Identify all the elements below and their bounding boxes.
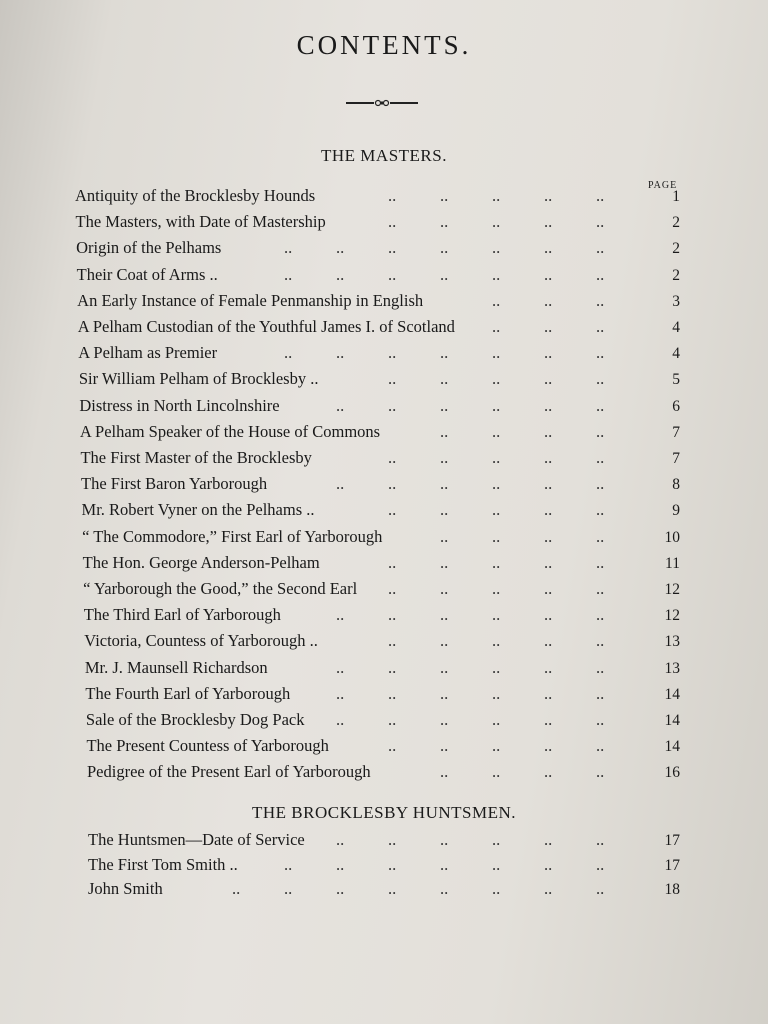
- toc-entry-label: The Masters, with Date of Mastership: [75, 212, 326, 232]
- toc-entry-page-number: 9: [672, 502, 680, 520]
- toc-entry: [86, 736, 680, 760]
- toc-entry-label: An Early Instance of Female Penmanship in English: [77, 290, 424, 310]
- toc-entry-page-number: 12: [664, 607, 680, 625]
- toc-entry-page-number: 1: [672, 188, 680, 205]
- leader-dots: .. .. .. .. .. ..: [336, 474, 605, 494]
- toc-entry: [78, 343, 680, 367]
- toc-entry-page-number: 17: [664, 856, 680, 874]
- leader-dots: .. .. .. .. .. ..: [336, 830, 605, 849]
- leader-dots: .. .. .. .. .. .. ..: [284, 854, 605, 874]
- leader-dots: .. .. .. .. ..: [387, 500, 605, 520]
- toc-entry: [81, 474, 680, 498]
- toc-entry-label: Victoria, Countess of Yarborough ..: [84, 631, 318, 651]
- section-title-huntsmen: THE BROCKLESBY HUNTSMEN.: [251, 803, 517, 822]
- toc-entry: [88, 879, 680, 903]
- toc-entry-label: A Pelham Custodian of the Youthful James I. of Scotland: [77, 317, 455, 336]
- toc-entry: [78, 317, 680, 341]
- leader-dots: .. .. ..: [491, 290, 605, 310]
- toc-entry-label: Sir William Pelham of Brocklesby ..: [78, 369, 319, 389]
- leader-dots: .. .. .. .. ..: [387, 448, 605, 467]
- toc-entry-label: A Pelham Speaker of the House of Commons: [79, 421, 381, 441]
- leader-dots: .. .. .. ..: [440, 762, 605, 782]
- toc-entry: [88, 830, 680, 854]
- toc-entry: [75, 186, 680, 210]
- toc-entry-label: The First Baron Yarborough: [81, 474, 268, 494]
- section-title-masters: THE MASTERS.: [321, 146, 447, 165]
- toc-entry-label: A Pelham as Premier: [78, 343, 218, 363]
- leader-dots: .. .. .. .. ..: [387, 736, 605, 756]
- toc-entry: [82, 527, 680, 551]
- page-column-label: PAGE: [648, 180, 678, 191]
- leader-dots: .. .. .. .. ..: [387, 552, 605, 572]
- toc-entry-label: The Third Earl of Yarborough: [83, 605, 281, 625]
- toc-entry-page-number: 2: [672, 240, 680, 258]
- toc-entry-label: Mr. Robert Vyner on the Pelhams ..: [81, 500, 315, 520]
- leader-dots: .. .. .. .. .. ..: [335, 657, 605, 677]
- toc-entry-label: The Fourth Earl of Yarborough: [85, 683, 291, 703]
- toc-entry: [84, 631, 680, 655]
- toc-entry-label: Origin of the Pelhams: [76, 238, 222, 258]
- leader-dots: .. .. .. .. .. .. ..: [283, 238, 605, 258]
- page-title: CONTENTS.: [296, 30, 472, 60]
- leader-dots: .. .. ..: [491, 317, 605, 336]
- toc-entry-label: “ Yarborough the Good,” the Second Earl: [83, 579, 358, 598]
- leader-dots: .. .. .. .. .. ..: [335, 395, 605, 415]
- toc-entry-label: The Hon. George Anderson-Pelham: [82, 552, 320, 572]
- toc-entry: [83, 553, 680, 577]
- toc-entry-page-number: 12: [664, 581, 680, 598]
- leader-dots: .. .. .. .. ..: [387, 369, 605, 389]
- toc-entry: [79, 369, 680, 393]
- toc-entry-page-number: 14: [664, 685, 680, 703]
- toc-entry-page-number: 5: [672, 371, 680, 389]
- toc-entry-page-number: 14: [664, 712, 680, 729]
- toc-entry: [83, 579, 680, 603]
- toc-entry-label: Antiquity of the Brocklesby Hounds: [75, 186, 316, 205]
- toc-entry-page-number: 11: [665, 554, 680, 572]
- toc-entry-label: The Huntsmen—Date of Service: [88, 830, 305, 849]
- leader-dots: .. .. .. .. ..: [387, 212, 605, 232]
- toc-entry-label: Sale of the Brocklesby Dog Pack: [85, 710, 305, 729]
- toc-entry-label: The First Tom Smith ..: [88, 854, 238, 874]
- toc-entry-page-number: 17: [664, 832, 680, 849]
- toc-entry-label: The Present Countess of Yarborough: [86, 736, 329, 756]
- toc-entry: [77, 265, 680, 289]
- toc-entry: [80, 422, 680, 446]
- toc-entry: [76, 212, 680, 236]
- toc-entry-label: John Smith: [88, 879, 163, 898]
- toc-entry-page-number: 3: [672, 292, 680, 310]
- leader-dots: .. .. .. .. ..: [387, 579, 605, 598]
- leader-dots: .. .. .. .. .. ..: [335, 683, 605, 703]
- leader-dots: .. .. .. .. .. .. .. ..: [232, 879, 605, 898]
- toc-entry-label: Pedigree of the Present Earl of Yarborough: [87, 762, 371, 782]
- toc-entry: [87, 762, 680, 786]
- toc-entry: [85, 658, 680, 682]
- toc-entry-label: Mr. J. Maunsell Richardson: [84, 657, 268, 677]
- toc-entry-page-number: 7: [672, 450, 680, 467]
- toc-entry-label: The First Master of the Brocklesby: [80, 448, 312, 467]
- toc-entry-label: “ The Commodore,” First Earl of Yarborough: [82, 526, 383, 546]
- toc-entry: [84, 605, 680, 629]
- leader-dots: .. .. .. ..: [439, 526, 605, 546]
- toc-entry-page-number: 16: [664, 764, 680, 782]
- toc-entry: [88, 855, 680, 879]
- toc-entry-page-number: 8: [672, 476, 680, 494]
- leader-dots: .. .. .. ..: [439, 421, 605, 441]
- toc-entry-page-number: 18: [664, 881, 680, 898]
- toc-entry-page-number: 13: [664, 633, 680, 651]
- leader-dots: .. .. .. .. .. .. ..: [283, 343, 605, 363]
- toc-entry: [86, 710, 680, 734]
- toc-entry-label: Distress in North Lincolnshire: [79, 395, 280, 415]
- toc-entry: [80, 448, 680, 472]
- leader-dots: .. .. .. .. .. ..: [335, 605, 605, 625]
- toc-entry: [77, 291, 680, 315]
- toc-entry-page-number: 2: [672, 266, 680, 284]
- toc-entry: [85, 684, 680, 708]
- leader-dots: .. .. .. .. .. .. ..: [283, 264, 605, 284]
- toc-entry-page-number: 6: [672, 397, 680, 415]
- leader-dots: .. .. .. .. .. ..: [335, 710, 605, 729]
- leader-dots: .. .. .. .. ..: [387, 631, 605, 651]
- toc-entry-page-number: 14: [664, 738, 680, 756]
- toc-entry-page-number: 7: [672, 423, 680, 441]
- toc-entry-page-number: 13: [664, 659, 680, 677]
- leader-dots: .. .. .. .. ..: [388, 186, 605, 205]
- toc-entry: [76, 238, 680, 262]
- toc-entry-page-number: 10: [664, 528, 680, 546]
- toc-entry-label: Their Coat of Arms ..: [76, 264, 218, 284]
- toc-entry: [79, 396, 680, 420]
- toc-entry: [82, 500, 680, 524]
- toc-entry-page-number: 4: [672, 345, 680, 363]
- ornament-rule: [344, 96, 420, 110]
- toc-entry-page-number: 2: [672, 214, 680, 232]
- toc-entry-page-number: 4: [672, 319, 680, 336]
